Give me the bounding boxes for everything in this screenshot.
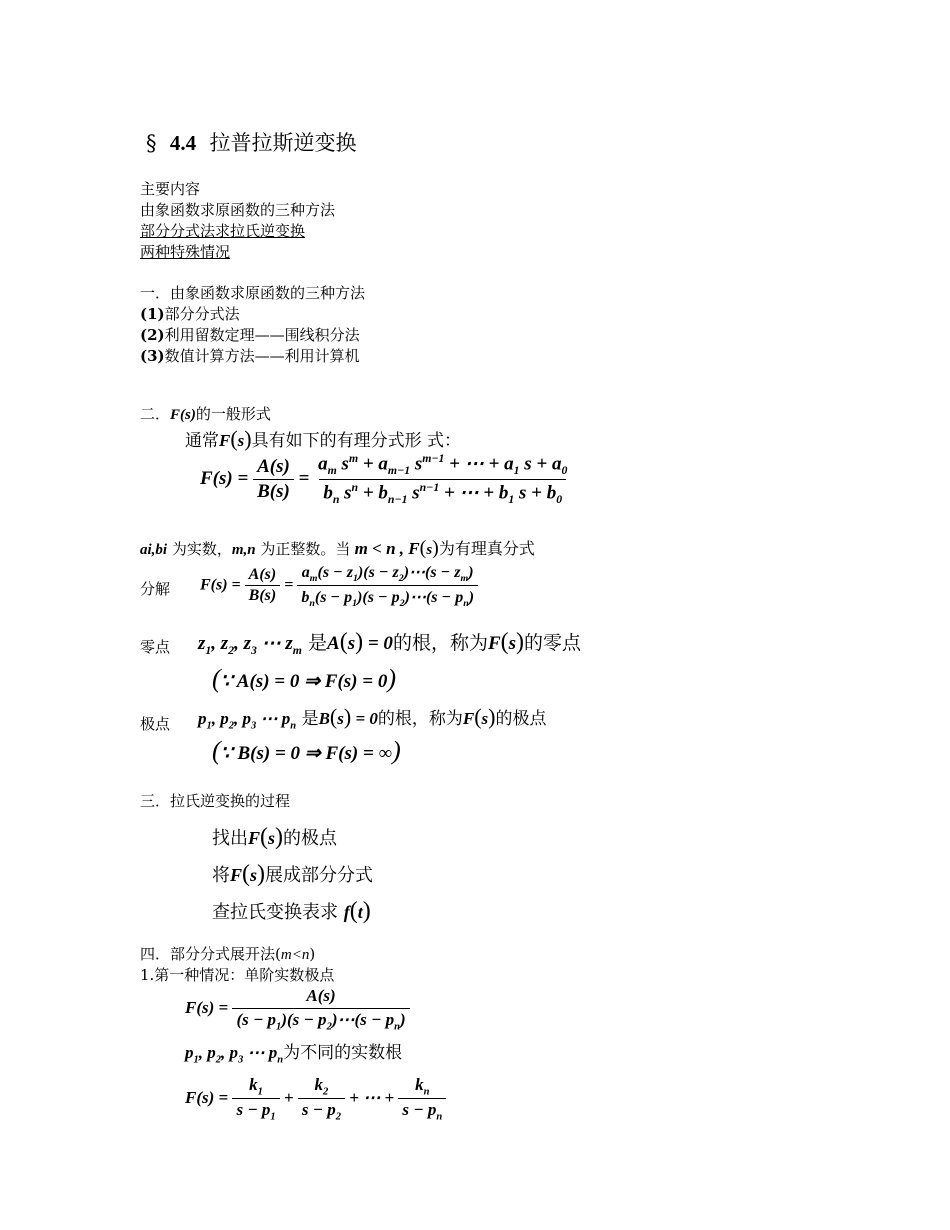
distinct-text: 为不同的实数根 <box>283 1043 403 1063</box>
pole-text-b: 的根，称为 <box>377 709 463 729</box>
mn-int: 为正整数。当 <box>255 540 351 558</box>
step-3: 查拉氏变换表求 f(t) <box>212 898 371 924</box>
case1-equation: F(s) = $\frac{A(s)}{(s - p_1)(s - p_2)\cdots(s - p_n)}$ <box>185 986 410 1032</box>
method-2 <box>140 325 360 346</box>
fraction-AB: $\frac{A(s)}{B(s)}$ <box>253 456 294 503</box>
section4-heading <box>140 944 315 966</box>
pole-text-c: 的极点 <box>495 709 547 729</box>
section2-heading-func: F(s) <box>170 407 196 423</box>
zero-text-a: 是 <box>308 632 328 654</box>
method-2-num: (2) <box>140 326 165 344</box>
fraction-polynomial: $\frac{a_m s^m + a_{m-1} s^{m-1} + \cdots + a_1 s + a_0}{b_n s^n + b_{n-1} s^{n-1} + \cdots + b_1 s + b_0}$ <box>318 452 568 507</box>
step-2-prefix: 将 <box>212 865 230 886</box>
section4-heading-a: 四．部分分式展开法( <box>140 945 281 963</box>
method-1-num: (1) <box>140 305 165 323</box>
proper-fraction-text: 为有理真分式 <box>438 539 535 558</box>
step-1-prefix: 找出 <box>212 828 248 849</box>
distinct-roots-line: $p_1$, $p_2$, $p_3$ ⋯ $p_n$为不同的实数根 <box>185 1043 403 1066</box>
contents-item-3[interactable]: 两种特殊情况 <box>140 243 231 261</box>
section3-heading: 三．拉氏逆变换的过程 <box>140 792 291 810</box>
pole-implication: (∵ B(s) = 0 ⇒ F(s) = ∞) <box>212 736 401 765</box>
coef-names: ai,bi <box>140 542 168 558</box>
pole-definition: $p_1$, $p_2$, $p_3$ ⋯ $p_n$ 是B(s) = 0的根，称为F(s)的极点 <box>198 704 547 732</box>
zero-text-c: 的零点 <box>524 632 582 654</box>
case1-heading: 1.第一种情况：单阶实数极点 <box>140 966 335 984</box>
step-2: 将F(s)展成部分分式 <box>212 861 374 887</box>
section2-heading-prefix: 二． <box>140 405 171 423</box>
method-3-num: (3) <box>140 347 165 365</box>
section1-heading: 一．由象函数求原函数的三种方法 <box>140 284 366 302</box>
zero-definition: $z_1$, $z_2$, $z_3$ ⋯ $z_m$ 是A(s) = 0的根，称为F(s)的零点 <box>198 629 582 657</box>
method-1 <box>140 304 240 325</box>
step-3-prefix: 查拉氏变换表求 <box>212 902 338 923</box>
zero-label: 零点 <box>140 638 171 656</box>
intro-line: 通常F(s)具有如下的有理分式形 式： <box>185 426 462 451</box>
method-3-text: 数值计算方法——利用计算机 <box>164 347 360 365</box>
method-3 <box>140 346 360 367</box>
pole-label: 极点 <box>140 715 171 733</box>
contents-item-1: 由象函数求原函数的三种方法 <box>140 201 336 219</box>
section4-heading-b: m<n <box>280 947 310 963</box>
general-form-equation: F(s) = $\frac{A(s)}{B(s)}$ = $\frac{a_m s^m + a_{m-1} s^{m-1} + \cdots + a_1 s + a_0}{b_n s^n + b_{n-1} s^{n-1} + \cdots + b_1 s + b_0}$ <box>200 452 571 507</box>
real-coefficient-line: ai,bi 为实数，m,n 为正整数。当 m < n , F(s)为有理真分式 <box>140 537 535 559</box>
contents-item-2[interactable]: 部分分式法求拉氏逆变换 <box>140 222 306 240</box>
contents-heading: 主要内容 <box>140 180 201 198</box>
step-1-suffix: 的极点 <box>283 828 338 849</box>
pole-text-a: 是 <box>301 709 319 729</box>
page-title <box>146 127 356 157</box>
decompose-equation: F(s) = $\frac{A(s)}{B(s)}$ = $\frac{a_m(s - z_1)(s - z_2)\cdots(s - z_m)}{b_n(s - p_1)(s - p_2)\cdots(s - p_n)}$ <box>200 562 478 609</box>
zero-text-b: 的根，称为 <box>392 632 488 654</box>
decompose-label: 分解 <box>140 580 171 598</box>
step-1: 找出F(s)的极点 <box>212 824 338 850</box>
title-text: 拉普拉斯逆变换 <box>209 131 357 155</box>
method-2-text: 利用留数定理——围线积分法 <box>164 326 360 344</box>
condition: m < n , F <box>350 539 420 558</box>
zero-implication: (∵ A(s) = 0 ⇒ F(s) = 0) <box>212 664 396 693</box>
section2-heading-suffix: 的一般形式 <box>195 405 271 423</box>
intro-func: F <box>219 431 231 450</box>
intro-suffix: 具有如下的有理分式形 式： <box>251 431 462 451</box>
section2-heading <box>140 404 271 426</box>
coef-real: 为实数， <box>167 540 232 558</box>
partial-fraction-expansion: F(s) = $\frac{k_1}{s - p_1}$ + $\frac{k_2}{s - p_2}$ + ⋯ + $\frac{k_n}{s - p_n}$ <box>185 1075 446 1123</box>
section-symbol: § <box>146 131 157 155</box>
section4-heading-c: ) <box>309 945 316 963</box>
intro-prefix: 通常 <box>185 431 219 451</box>
method-1-text: 部分分式法 <box>164 305 240 323</box>
step-2-suffix: 展成部分分式 <box>265 865 374 886</box>
mn-names: m,n <box>231 542 256 558</box>
section-number: 4.4 <box>169 131 197 155</box>
